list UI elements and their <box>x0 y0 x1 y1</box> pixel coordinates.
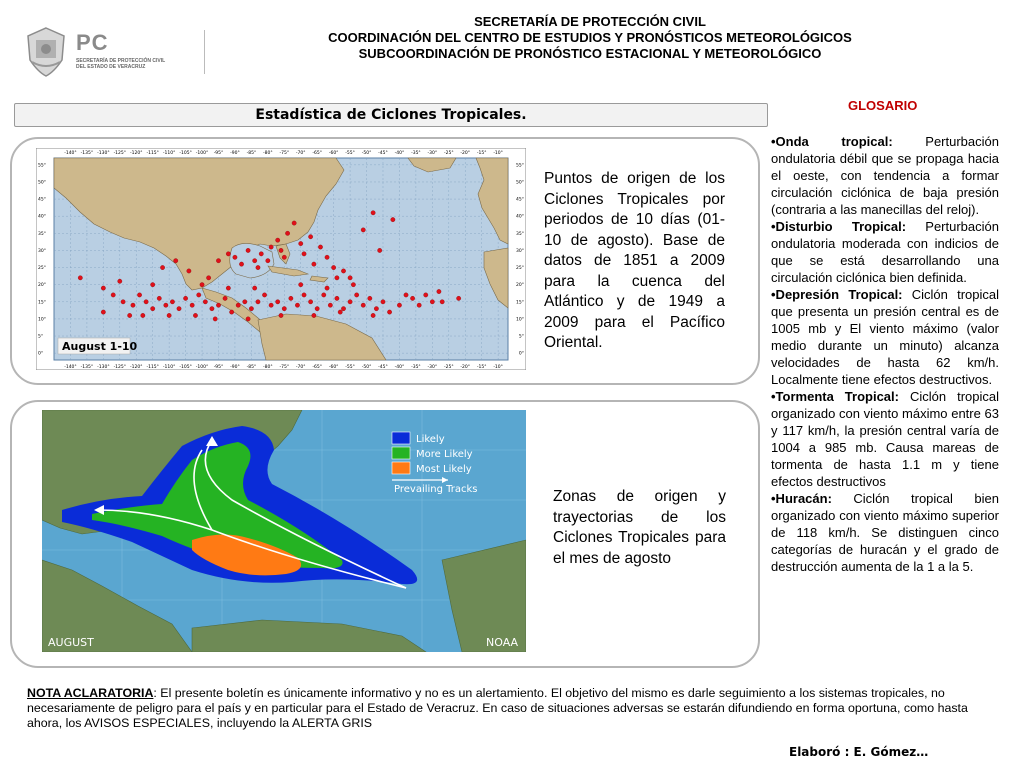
map1-origin-point <box>174 259 178 263</box>
map1-origin-point <box>216 303 220 307</box>
map1-origin-point <box>203 300 207 304</box>
map1-origin-point <box>246 317 250 321</box>
map1-origin-point <box>279 248 283 252</box>
map1-origin-point <box>259 252 263 256</box>
map1-lon-label: -55° <box>345 365 355 370</box>
map1-lon-label: -45° <box>378 365 388 370</box>
map1-origin-point <box>226 286 230 290</box>
map1-lon-label: -95° <box>213 365 224 370</box>
map1-lat-label: 0° <box>38 351 44 357</box>
map1-origin-point <box>404 293 408 297</box>
map1-lon-label: -140° <box>64 151 77 156</box>
glossary-term: •Depresión Tropical: <box>771 287 903 302</box>
glossary-term: •Tormenta Tropical: <box>771 389 899 404</box>
map1-origin-point <box>170 300 174 304</box>
map1-origin-point <box>213 317 217 321</box>
map1-origin-point <box>289 296 293 300</box>
map1-lon-label: -120° <box>130 365 143 370</box>
map1-lon-label: -55° <box>345 151 355 156</box>
map1-lon-label: -105° <box>179 151 192 156</box>
map1-lon-label: -100° <box>195 151 209 156</box>
map1-lon-label: -85° <box>246 365 257 370</box>
map1-origin-point <box>391 217 395 221</box>
map1-lon-label: -70° <box>295 151 306 156</box>
origin-points-map <box>36 148 526 370</box>
map1-origin-point <box>331 265 335 269</box>
map1-origin-point <box>187 269 191 273</box>
map1-origin-point <box>302 293 306 297</box>
logo-pc-text: PC <box>76 30 109 55</box>
map1-origin-point <box>424 293 428 297</box>
map1-lon-label: -90° <box>230 151 240 156</box>
map1-lon-label: -95° <box>213 151 224 156</box>
map1-origin-point <box>430 300 434 304</box>
legend-more-likely: More Likely <box>416 449 473 460</box>
map1-origin-point <box>246 248 250 252</box>
map1-origin-point <box>282 255 286 259</box>
map1-lon-label: -115° <box>146 365 159 370</box>
map1-origin-point <box>141 313 145 317</box>
map1-origin-point <box>299 282 303 286</box>
header-line-1: SECRETARÍA DE PROTECCIÓN CIVIL <box>474 14 706 29</box>
map1-lon-label: -135° <box>80 151 94 156</box>
map2-source-label: NOAA <box>486 636 519 649</box>
map1-lon-label: -30° <box>427 151 438 156</box>
map1-lat-label: 40° <box>38 214 46 220</box>
map1-lon-label: -130° <box>97 365 110 370</box>
map1-lat-label: 25° <box>38 266 46 272</box>
map1-origin-point <box>150 306 154 310</box>
map1-origin-point <box>121 300 125 304</box>
map1-origin-point <box>295 303 299 307</box>
map1-origin-point <box>377 248 381 252</box>
glossary-term: •Onda tropical: <box>771 134 893 149</box>
map1-origin-point <box>315 306 319 310</box>
map1-lon-label: -40° <box>394 151 405 156</box>
map1-lon-label: -65° <box>312 151 322 156</box>
glossary-title: GLOSARIO <box>848 98 918 113</box>
map1-origin-point <box>440 300 444 304</box>
map1-origin-point <box>150 282 154 286</box>
map1-origin-point <box>312 262 316 266</box>
map1-origin-point <box>292 221 296 225</box>
map1-origin-point <box>335 296 339 300</box>
map1-origin-point <box>233 255 237 259</box>
map1-origin-point <box>236 303 240 307</box>
map1-lon-label: -115° <box>146 151 159 156</box>
map1-lon-label: -50° <box>361 365 372 370</box>
map1-origin-point <box>276 300 280 304</box>
map1-lat-label: 55° <box>516 163 524 169</box>
map1-origin-point <box>354 293 358 297</box>
caption-origin-points: Puntos de origen de los Ciclones Tropicales por periodos de 10 días (01-10 de agosto). Base de datos de 1851 a 2009 para la cuenca del Atlántico y de 1949 a 2009 para el Pacífico Oriental. <box>544 170 725 351</box>
map1-lon-label: -60° <box>328 365 339 370</box>
map1-lon-label: -60° <box>328 151 339 156</box>
map1-origin-point <box>325 286 329 290</box>
map1-lat-label: 20° <box>516 283 524 289</box>
map1-period-label: August 1-10 <box>62 340 138 353</box>
map1-origin-point <box>348 276 352 280</box>
map1-lat-label: 45° <box>516 197 524 203</box>
glossary-item <box>771 286 999 388</box>
map1-lon-label: -65° <box>312 365 322 370</box>
map1-lon-label: -75° <box>279 151 290 156</box>
map1-origin-point <box>437 289 441 293</box>
header-line-3: SUBCOORDINACIÓN DE PRONÓSTICO ESTACIONAL Y METEOROLÓGICO <box>358 46 822 61</box>
map1-origin-point <box>144 300 148 304</box>
map1-lat-label: 30° <box>516 248 524 254</box>
map1-origin-point <box>341 306 345 310</box>
map1-lon-label: -35° <box>411 151 421 156</box>
map1-origin-point <box>371 211 375 215</box>
map1-lat-label: 10° <box>516 317 524 323</box>
map1-lat-label: 0° <box>518 351 524 357</box>
glossary-list <box>771 133 999 575</box>
map1-origin-point <box>229 310 233 314</box>
map1-origin-point <box>368 296 372 300</box>
map1-origin-point <box>78 276 82 280</box>
map1-origin-point <box>157 296 161 300</box>
map1-lat-label: 20° <box>38 283 46 289</box>
map1-lat-label: 55° <box>38 163 46 169</box>
map1-lon-label: -40° <box>394 365 405 370</box>
map1-origin-point <box>417 303 421 307</box>
map1-origin-point <box>276 238 280 242</box>
map1-lon-label: -25° <box>443 365 454 370</box>
state-seal-icon <box>24 26 68 78</box>
map1-origin-point <box>318 245 322 249</box>
map1-origin-point <box>285 231 289 235</box>
map1-origin-point <box>111 293 115 297</box>
map1-origin-point <box>101 286 105 290</box>
map1-origin-point <box>348 300 352 304</box>
map1-origin-point <box>328 303 332 307</box>
map1-lon-label: -35° <box>411 365 421 370</box>
map1-origin-point <box>256 265 260 269</box>
map1-lat-label: 35° <box>516 231 524 237</box>
legend-swatch-most-likely <box>392 462 410 474</box>
map1-origin-point <box>239 262 243 266</box>
map1-origin-point <box>249 306 253 310</box>
map1-origin-point <box>397 303 401 307</box>
map1-lon-label: -125° <box>113 365 127 370</box>
map1-origin-point <box>341 269 345 273</box>
caption-origin-zones: Zonas de origen y trayectorias de los Ciclones Tropicales para el mes de agosto <box>553 488 726 567</box>
legend-swatch-more-likely <box>392 447 410 459</box>
map1-lat-label: 5° <box>518 334 524 340</box>
map1-origin-point <box>308 235 312 239</box>
map1-origin-point <box>167 313 171 317</box>
map1-origin-point <box>160 265 164 269</box>
map1-lat-label: 50° <box>516 180 524 186</box>
map1-origin-point <box>226 252 230 256</box>
map1-lon-label: -125° <box>113 151 127 156</box>
logo-subtitle: SECRETARÍA DE PROTECCIÓN CIVIL DEL ESTADO DE VERACRUZ <box>76 58 166 70</box>
map1-origin-point <box>282 306 286 310</box>
map1-origin-point <box>302 252 306 256</box>
map1-origin-point <box>118 279 122 283</box>
map1-origin-point <box>322 293 326 297</box>
map1-origin-point <box>325 255 329 259</box>
map1-lon-label: -15° <box>476 151 487 156</box>
map1-origin-point <box>371 313 375 317</box>
glossary-item <box>771 218 999 286</box>
map1-origin-point <box>381 300 385 304</box>
map1-lat-label: 45° <box>38 197 46 203</box>
map1-origin-point <box>127 313 131 317</box>
legend-most-likely: Most Likely <box>416 464 472 475</box>
map1-origin-point <box>269 245 273 249</box>
map2-month-label: AUGUST <box>48 636 94 649</box>
disclaimer-note <box>27 686 987 731</box>
map1-lon-label: -10° <box>493 151 503 156</box>
map1-origin-point <box>197 293 201 297</box>
map1-origin-point <box>374 306 378 310</box>
origin-zones-map <box>42 410 526 652</box>
map1-origin-point <box>206 276 210 280</box>
map1-origin-point <box>200 282 204 286</box>
map1-lon-label: -70° <box>295 365 306 370</box>
header-line-2: COORDINACIÓN DEL CENTRO DE ESTUDIOS Y PRONÓSTICOS METEOROLÓGICOS <box>328 30 852 45</box>
map1-lon-label: -80° <box>263 365 273 370</box>
map1-origin-point <box>456 296 460 300</box>
glossary-term: •Disturbio Tropical: <box>771 219 907 234</box>
map1-lat-label: 15° <box>38 300 46 306</box>
map1-origin-point <box>410 296 414 300</box>
map1-origin-point <box>131 303 135 307</box>
map1-lon-label: -10° <box>493 365 503 370</box>
legend-likely: Likely <box>416 434 445 445</box>
map1-origin-point <box>361 228 365 232</box>
map1-lon-label: -85° <box>246 151 257 156</box>
glossary-definition: Ciclón tropical que presenta un presión central es de 1005 mb y El viento máximo (valor medio durante un minuto) alcanza velocidades de hasta 62 km/h. Localmente tiene efectos destructivos. <box>771 287 999 387</box>
map1-lat-label: 30° <box>38 248 46 254</box>
map1-origin-point <box>190 303 194 307</box>
map1-origin-point <box>216 259 220 263</box>
map1-origin-point <box>177 306 181 310</box>
map1-lat-label: 40° <box>516 214 524 220</box>
disclaimer-label: NOTA ACLARATORIA <box>27 686 154 700</box>
map1-origin-point <box>137 293 141 297</box>
logo-divider <box>204 30 205 74</box>
map1-origin-point <box>269 303 273 307</box>
signature: Elaboró : E. Gómez… <box>789 745 929 759</box>
map1-lon-label: -20° <box>460 365 471 370</box>
map1-origin-point <box>338 310 342 314</box>
map1-lon-label: -135° <box>80 365 94 370</box>
map1-lat-label: 50° <box>38 180 46 186</box>
map1-lon-label: -15° <box>476 365 487 370</box>
map1-origin-point <box>387 310 391 314</box>
glossary-definition: Perturbación ondulatoria moderada con indicios de que se está desarrollando una circulación ciclónica bien definida. <box>771 219 999 285</box>
section-title: Estadística de Ciclones Tropicales. <box>14 103 768 127</box>
map1-origin-point <box>101 310 105 314</box>
map1-lon-label: -140° <box>64 365 77 370</box>
map1-origin-point <box>335 276 339 280</box>
glossary-term: •Huracán: <box>771 491 832 506</box>
map1-lon-label: -45° <box>378 151 388 156</box>
map1-origin-point <box>299 241 303 245</box>
map1-lon-label: -105° <box>179 365 192 370</box>
glossary-definition: Perturbación ondulatoria débil que se propaga hacia el oeste, con tendencia a formar circulación ciclónica de baja presión (contraria a las manecillas del reloj). <box>771 134 999 217</box>
logo <box>24 26 184 78</box>
map1-origin-point <box>183 296 187 300</box>
map1-origin-point <box>312 313 316 317</box>
map1-origin-point <box>243 300 247 304</box>
map1-lon-label: -50° <box>361 151 372 156</box>
map1-origin-point <box>252 286 256 290</box>
map1-lon-label: -80° <box>263 151 273 156</box>
map1-origin-point <box>266 259 270 263</box>
legend-swatch-likely <box>392 432 410 444</box>
map1-origin-point <box>361 303 365 307</box>
map1-lon-label: -100° <box>195 365 209 370</box>
map1-origin-point <box>223 296 227 300</box>
map1-origin-point <box>210 306 214 310</box>
map1-lat-label: 10° <box>38 317 46 323</box>
map1-lat-label: 5° <box>38 334 44 340</box>
map1-lon-label: -90° <box>230 365 240 370</box>
map1-lon-label: -120° <box>130 151 143 156</box>
map1-lat-label: 35° <box>38 231 46 237</box>
map1-origin-point <box>193 313 197 317</box>
glossary-definition: Ciclón tropical organizado con viento máximo entre 63 y 117 km/h, la presión central varía de 1004 a 985 mb. Causa mareas de tormenta de hasta 1.1 m y tiene efectos destructivos <box>771 389 999 489</box>
map1-origin-point <box>279 313 283 317</box>
map1-lon-label: -110° <box>162 365 176 370</box>
header-title-block <box>240 14 940 62</box>
map1-lon-label: -130° <box>97 151 110 156</box>
glossary-item <box>771 388 999 490</box>
map1-origin-point <box>256 300 260 304</box>
glossary-item <box>771 490 999 575</box>
map1-origin-point <box>164 303 168 307</box>
map1-lon-label: -25° <box>443 151 454 156</box>
legend-prevailing-tracks: Prevailing Tracks <box>394 484 478 495</box>
map1-lon-label: -75° <box>279 365 290 370</box>
map1-lat-label: 15° <box>516 300 524 306</box>
map1-origin-point <box>308 300 312 304</box>
map1-lon-label: -20° <box>460 151 471 156</box>
disclaimer-text: : El presente boletín es únicamente informativo y no es un alertamiento. El objetivo del mismo es darle seguimiento a los sistemas tropicales, no necesariamente de peligro para el país y en particular para el Estado de Veracruz. En caso de situaciones adversas se estarán difundiendo en forma oportuna, como hasta ahora, los AVISOS ESPECIALES, incluyendo la ALERTA GRIS <box>27 686 968 730</box>
map1-lon-label: -30° <box>427 365 438 370</box>
map1-lat-label: 25° <box>516 266 524 272</box>
map1-lon-label: -110° <box>162 151 176 156</box>
map1-origin-point <box>262 293 266 297</box>
glossary-definition: Ciclón tropical bien organizado con viento máximo superior de 118 km/h. Se distinguen cinco categorías de huracán y el grado de destrucción aumenta de la 1 a la 5. <box>771 491 999 574</box>
map1-origin-point <box>351 282 355 286</box>
glossary-item <box>771 133 999 218</box>
map1-origin-point <box>252 259 256 263</box>
